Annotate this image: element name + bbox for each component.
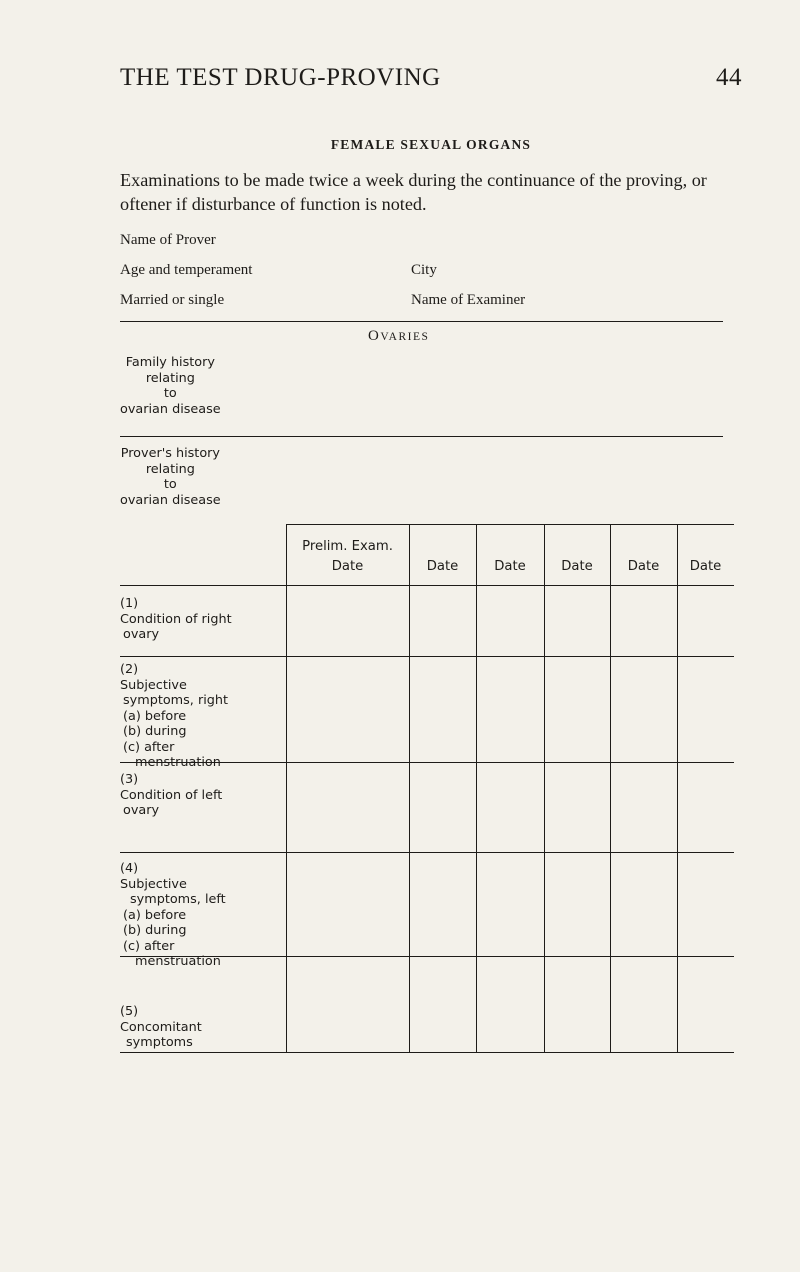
row-line: Condition of left bbox=[120, 787, 223, 803]
table-column-rule bbox=[544, 524, 545, 1053]
row-line: (c) after bbox=[123, 739, 175, 755]
family-history-line: to bbox=[163, 386, 177, 401]
table-column-rule bbox=[409, 524, 410, 1053]
row-line: symptoms, right bbox=[123, 693, 229, 708]
row-line: (a) before bbox=[123, 907, 187, 923]
family-history-label bbox=[120, 355, 221, 417]
table-row-label bbox=[120, 1004, 285, 1051]
provers-history-line: relating bbox=[145, 461, 195, 477]
ovaries-heading bbox=[368, 328, 429, 345]
intro-paragraph: Examinations to be made twice a week during the continuance of the proving, or oftener if disturbance of function is noted. bbox=[120, 170, 707, 214]
prelim-header-line: Date bbox=[331, 559, 364, 574]
table-rule bbox=[120, 585, 734, 586]
table-rule bbox=[286, 524, 734, 525]
table-column-rule bbox=[476, 524, 477, 1053]
row-line: Subjective bbox=[120, 876, 187, 892]
row-line: (a) before bbox=[123, 708, 187, 724]
section-title: FEMALE SEXUAL ORGANS bbox=[330, 137, 532, 152]
column-header-date: Date bbox=[627, 559, 660, 574]
table-column-rule bbox=[286, 524, 287, 1053]
city-label: City bbox=[411, 262, 437, 278]
running-title: THE TEST DRUG-PROVING bbox=[120, 64, 441, 91]
table-row-label bbox=[120, 861, 285, 970]
table-row-label bbox=[120, 662, 285, 771]
table-column-rule bbox=[610, 524, 611, 1053]
age-and-temperament-label: Age and temperament bbox=[120, 262, 253, 278]
ovaries-rest: VARIES bbox=[380, 331, 430, 343]
family-history-line: relating bbox=[145, 370, 195, 386]
page-number: 44 bbox=[716, 64, 742, 91]
name-of-prover-label: Name of Prover bbox=[120, 232, 216, 248]
row-line: Concomitant bbox=[120, 1019, 202, 1035]
row-line: ovary bbox=[123, 803, 160, 818]
row-line: Subjective bbox=[120, 677, 187, 693]
table-rule bbox=[120, 1052, 734, 1053]
row-number: (3) bbox=[120, 772, 139, 787]
ovaries-initial: O bbox=[368, 328, 381, 344]
provers-history-line: to bbox=[163, 477, 177, 492]
provers-history-line: Prover's history bbox=[120, 446, 220, 461]
row-number: (4) bbox=[120, 861, 139, 876]
table-rule bbox=[120, 656, 734, 657]
row-number: (5) bbox=[120, 1004, 139, 1019]
column-header-date: Date bbox=[426, 559, 459, 574]
row-number: (1) bbox=[120, 596, 139, 611]
column-header-date: Date bbox=[561, 559, 593, 574]
divider-rule bbox=[120, 321, 723, 322]
table-column-rule bbox=[677, 524, 678, 1053]
table-rule bbox=[120, 852, 734, 853]
row-line: menstruation bbox=[135, 954, 221, 969]
table-row-label bbox=[120, 596, 285, 643]
row-line: menstruation bbox=[135, 755, 221, 770]
prelim-header-line: Prelim. Exam. bbox=[302, 539, 393, 554]
row-line: (b) during bbox=[123, 724, 187, 739]
row-line: symptoms bbox=[126, 1035, 193, 1050]
family-history-line: Family history bbox=[125, 355, 215, 370]
divider-rule bbox=[120, 436, 723, 437]
column-header-prelim bbox=[286, 537, 409, 577]
table-row-label bbox=[120, 772, 285, 819]
name-of-examiner-label: Name of Examiner bbox=[411, 292, 526, 308]
row-line: (c) after bbox=[123, 938, 175, 954]
row-line: ovary bbox=[123, 627, 160, 642]
column-header-date: Date bbox=[689, 559, 722, 574]
married-or-single-label: Married or single bbox=[120, 292, 225, 308]
row-line: (b) during bbox=[123, 923, 187, 938]
row-line: symptoms, left bbox=[130, 892, 226, 907]
provers-history-label bbox=[120, 446, 221, 508]
family-history-line: ovarian disease bbox=[120, 401, 221, 417]
column-header-date: Date bbox=[494, 559, 526, 574]
row-number: (2) bbox=[120, 662, 139, 677]
provers-history-line: ovarian disease bbox=[120, 492, 221, 508]
row-line: Condition of right bbox=[120, 611, 232, 627]
